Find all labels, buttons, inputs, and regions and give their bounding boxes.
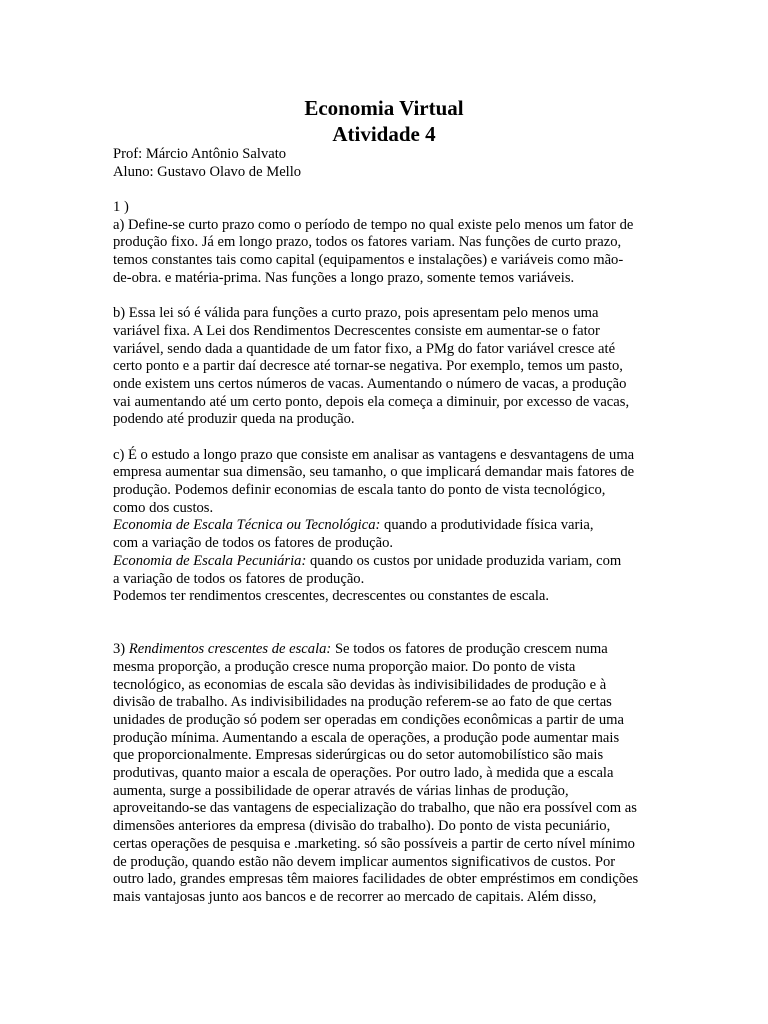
paragraph-line: de-obra. e matéria-prima. Nas funções a longo prazo, somente temos variáveis.: [113, 269, 575, 286]
spacer: [113, 429, 673, 447]
student-line: Aluno: Gustavo Olavo de Mello: [113, 163, 302, 180]
document-body: [113, 146, 673, 907]
paragraph-line: produtivas, quanto maior a escala de operações. Por outro lado, à medida que a escala: [113, 765, 614, 782]
paragraph-line: c) É o estudo a longo prazo que consiste em analisar as vantagens e desvantagens de uma: [113, 446, 635, 463]
paragraph-line: vai aumentando até um certo ponto, depois ela começa a diminuir, por excesso de vacas,: [113, 393, 630, 410]
answer-1c: [113, 447, 673, 606]
paragraph-line: Podemos ter rendimentos crescentes, decrescentes ou constantes de escala.: [113, 588, 550, 605]
paragraph-line: temos constantes tais como capital (equipamentos e instalações) e variáveis como mão-: [113, 252, 624, 269]
spacer: [113, 288, 673, 306]
paragraph-line: de produção, quando estão não devem implicar aumentos significativos de custos. Por: [113, 853, 616, 870]
paragraph-line: certo ponto e a partir daí decresce até tornar-se negativa. Por exemplo, temos um pasto,: [113, 358, 623, 375]
paragraph-line: [113, 641, 673, 659]
paragraph-line: b) Essa lei só é válida para funções a curto prazo, pois apresentam pelo menos uma: [113, 305, 599, 322]
paragraph-line: produção. Podemos definir economias de escala tanto do ponto de vista tecnológico,: [113, 482, 606, 499]
paragraph-line: unidades de produção só podem ser operadas em condições econômicas a partir de uma: [113, 712, 625, 728]
bullet-item-1: [113, 517, 673, 535]
paragraph-line: que proporcionalmente. Empresas siderúrgicas ou do setor automobilístico são mais: [113, 747, 604, 764]
paragraph-line: podendo até produzir queda na produção.: [113, 411, 355, 428]
paragraph-line: onde existem uns certos números de vacas. Aumentando o número de vacas, a produção: [113, 375, 627, 392]
question-3-label: 3): [113, 641, 129, 658]
paragraph-line: a) Define-se curto prazo como o período de tempo no qual existe pelo menos um fator de: [113, 216, 634, 233]
document-title: Economia Virtual: [304, 96, 464, 120]
answer-1a: [113, 217, 673, 288]
paragraph-line: empresa aumentar sua dimensão, seu tamanho, o que implicará demandar mais fatores de: [113, 464, 635, 481]
bullet-item-2: [113, 553, 673, 571]
bullet-text: quando os custos por unidade produzida variam, com: [306, 552, 622, 569]
answer-3: [113, 641, 673, 906]
paragraph-line: variável, sendo dada a quantidade de um fator fixo, a PMg do fator variável cresce até: [113, 340, 616, 357]
question-1-label: 1 ): [113, 199, 129, 216]
spacer: [113, 606, 673, 624]
paragraph-line: divisão de trabalho. As indivisibilidades na produção referem-se ao fato de que certas: [113, 694, 612, 711]
paragraph-line: certas operações de pesquisa e .marketing. só são possíveis a partir de certo nível mínimo: [113, 835, 635, 852]
paragraph-line: aproveitando-se das vantagens de especialização do trabalho, que não era possível com as: [113, 800, 637, 817]
paragraph-line: mesma proporção, a produção cresce numa proporção maior. Do ponto de vista: [113, 658, 576, 675]
answer-1b: [113, 305, 673, 429]
q3-term: Rendimentos crescentes de escala:: [128, 641, 332, 658]
bullet-term: Economia de Escala Pecuniária:: [113, 552, 307, 569]
spacer: [113, 181, 673, 199]
q3-text: Se todos os fatores de produção crescem numa: [331, 641, 608, 658]
paragraph-line: variável fixa. A Lei dos Rendimentos Decrescentes consiste em aumentar-se o fator: [113, 322, 600, 339]
bullet-text: quando a produtividade física varia,: [380, 517, 594, 534]
spacer: [113, 624, 673, 642]
paragraph-line: dimensões anteriores da empresa (divisão do trabalho). Do ponto de vista pecuniário,: [113, 818, 611, 835]
paragraph-line: aumenta, surge a possibilidade de operar através de várias linhas de produção,: [113, 782, 569, 799]
paragraph-line: a variação de todos os fatores de produção.: [113, 570, 365, 587]
paragraph-line: com a variação de todos os fatores de produção.: [113, 535, 394, 552]
bullet-term: Economia de Escala Técnica ou Tecnológica:: [113, 517, 381, 534]
paragraph-line: tecnológico, as economias de escala são devidas às indivisibilidades de produção e à: [113, 676, 607, 693]
paragraph-line: produção fixo. Já em longo prazo, todos os fatores variam. Nas funções de curto prazo,: [113, 234, 622, 251]
professor-line: Prof: Márcio Antônio Salvato: [113, 146, 287, 162]
paragraph-line: como dos custos.: [113, 499, 214, 516]
paragraph-line: produção mínima. Aumentando a escala de operações, a produção pode aumentar mais: [113, 729, 620, 746]
paragraph-line: mais vantajosas junto aos bancos e de recorrer ao mercado de capitais. Além disso,: [113, 888, 597, 905]
paragraph-line: outro lado, grandes empresas têm maiores facilidades de obter empréstimos em condições: [113, 871, 639, 888]
document-subtitle: Atividade 4: [332, 122, 436, 146]
